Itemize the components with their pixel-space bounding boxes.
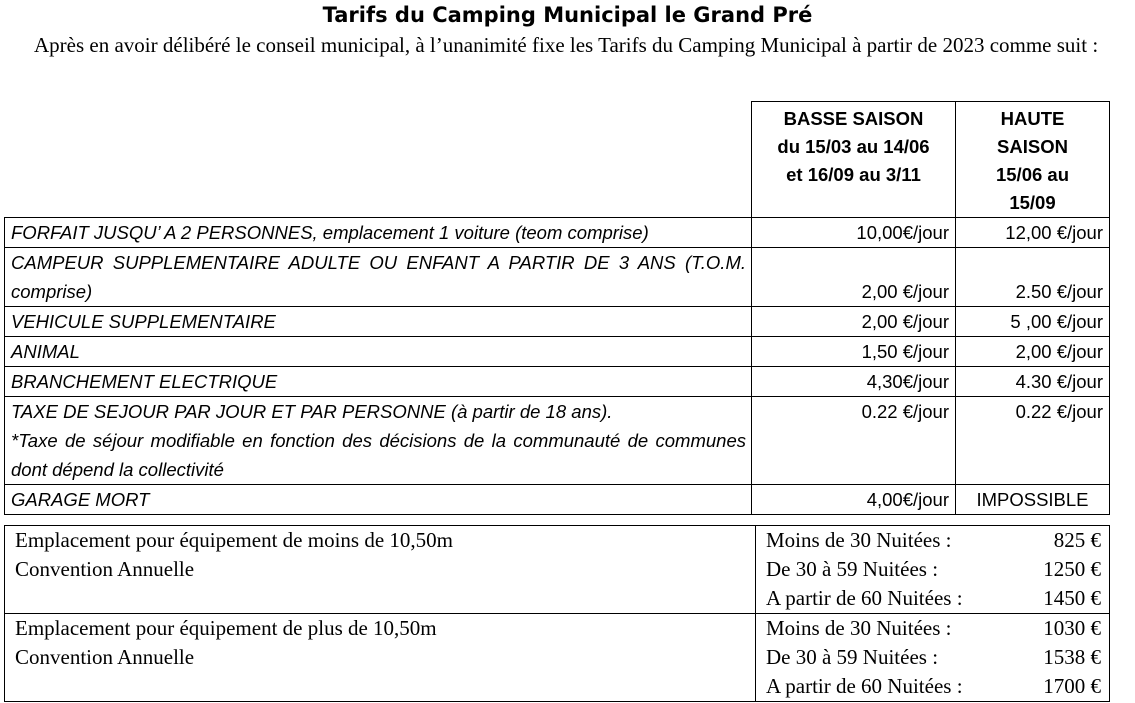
price-low: 2,00 €/jour [752, 248, 956, 307]
header-low-line: et 16/09 au 3/11 [786, 164, 921, 185]
header-high-season [956, 102, 1110, 218]
price-low: 10,00€/jour [752, 218, 956, 248]
header-low-line: du 15/03 au 14/06 [777, 136, 930, 157]
row-label: CAMPEUR SUPPLEMENTAIRE ADULTE OU ENFANT A PARTIR DE 3 ANS (T.O.M. comprise) [5, 248, 752, 307]
row-label-tax [5, 397, 752, 485]
price-high: IMPOSSIBLE [956, 485, 1110, 515]
price-high: 12,00 €/jour [956, 218, 1110, 248]
header-high-line: HAUTE [1000, 108, 1065, 129]
nights-label: A partir de 60 Nuitées : [766, 674, 963, 698]
table-row [5, 397, 1110, 485]
price-low: 1,50 €/jour [752, 337, 956, 367]
header-high-line: 15/06 au [995, 164, 1070, 185]
nights-price: 1700 € [1043, 674, 1101, 698]
header-low-line: BASSE SAISON [783, 108, 924, 129]
nights-line [756, 614, 1109, 643]
intro-paragraph: Après en avoir délibéré le conseil municipal, à l’unanimité fixe les Tarifs du Camping Municipal à partir de 2023 comme suit : [34, 33, 1099, 57]
tax-note: *Taxe de séjour modifiable en fonction des décisions de la communauté de communes dont dépend la collectivité [11, 430, 746, 480]
page-title: Tarifs du Camping Municipal le Grand Pré [322, 3, 813, 27]
annual-description [5, 614, 756, 702]
header-high-line: 15/09 [1009, 192, 1056, 213]
annual-nights [756, 614, 1110, 702]
price-low: 4,30€/jour [752, 367, 956, 397]
nights-line [756, 526, 1109, 555]
annual-desc: Emplacement pour équipement de plus de 10,50m [15, 616, 437, 640]
price-low: 0.22 €/jour [752, 397, 956, 485]
table-row [5, 614, 1110, 702]
table-row [5, 367, 1110, 397]
table-row [5, 526, 1110, 614]
price-high: 4.30 €/jour [956, 367, 1110, 397]
table-row [5, 307, 1110, 337]
tariff-table [4, 101, 1110, 515]
annual-table [4, 525, 1110, 702]
annual-description [5, 526, 756, 614]
nights-line [756, 584, 1109, 613]
header-blank [5, 102, 752, 218]
nights-line [756, 555, 1109, 584]
row-label: FORFAIT JUSQU’ A 2 PERSONNES, emplacement 1 voiture (teom comprise) [5, 218, 752, 248]
nights-label: A partir de 60 Nuitées : [766, 586, 963, 610]
row-label: GARAGE MORT [5, 485, 752, 515]
row-label: ANIMAL [5, 337, 752, 367]
tax-label: TAXE DE SEJOUR PAR JOUR ET PAR PERSONNE (à partir de 18 ans). [11, 401, 613, 422]
annual-sub: Convention Annuelle [15, 557, 195, 581]
annual-nights [756, 526, 1110, 614]
table-row [5, 248, 1110, 307]
header-high-line: SAISON [997, 136, 1068, 157]
table-row [5, 485, 1110, 515]
annual-sub: Convention Annuelle [15, 645, 195, 669]
nights-price: 1250 € [1043, 557, 1101, 581]
nights-line [756, 672, 1109, 701]
tariff-header-row [5, 102, 1110, 218]
table-row [5, 218, 1110, 248]
price-high: 2.50 €/jour [956, 248, 1110, 307]
nights-price: 825 € [1053, 528, 1101, 552]
nights-label: Moins de 30 Nuitées : [766, 528, 952, 552]
nights-price: 1450 € [1043, 586, 1101, 610]
annual-desc: Emplacement pour équipement de moins de 10,50m [15, 528, 453, 552]
price-high: 5 ,00 €/jour [956, 307, 1110, 337]
nights-label: De 30 à 59 Nuitées : [766, 645, 939, 669]
nights-label: Moins de 30 Nuitées : [766, 616, 952, 640]
row-label: BRANCHEMENT ELECTRIQUE [5, 367, 752, 397]
nights-price: 1030 € [1043, 616, 1101, 640]
price-low: 2,00 €/jour [752, 307, 956, 337]
price-low: 4,00€/jour [752, 485, 956, 515]
nights-label: De 30 à 59 Nuitées : [766, 557, 939, 581]
price-high: 2,00 €/jour [956, 337, 1110, 367]
row-label: VEHICULE SUPPLEMENTAIRE [5, 307, 752, 337]
nights-price: 1538 € [1043, 645, 1101, 669]
nights-line [756, 643, 1109, 672]
price-high: 0.22 €/jour [956, 397, 1110, 485]
header-low-season [752, 102, 956, 218]
table-row [5, 337, 1110, 367]
